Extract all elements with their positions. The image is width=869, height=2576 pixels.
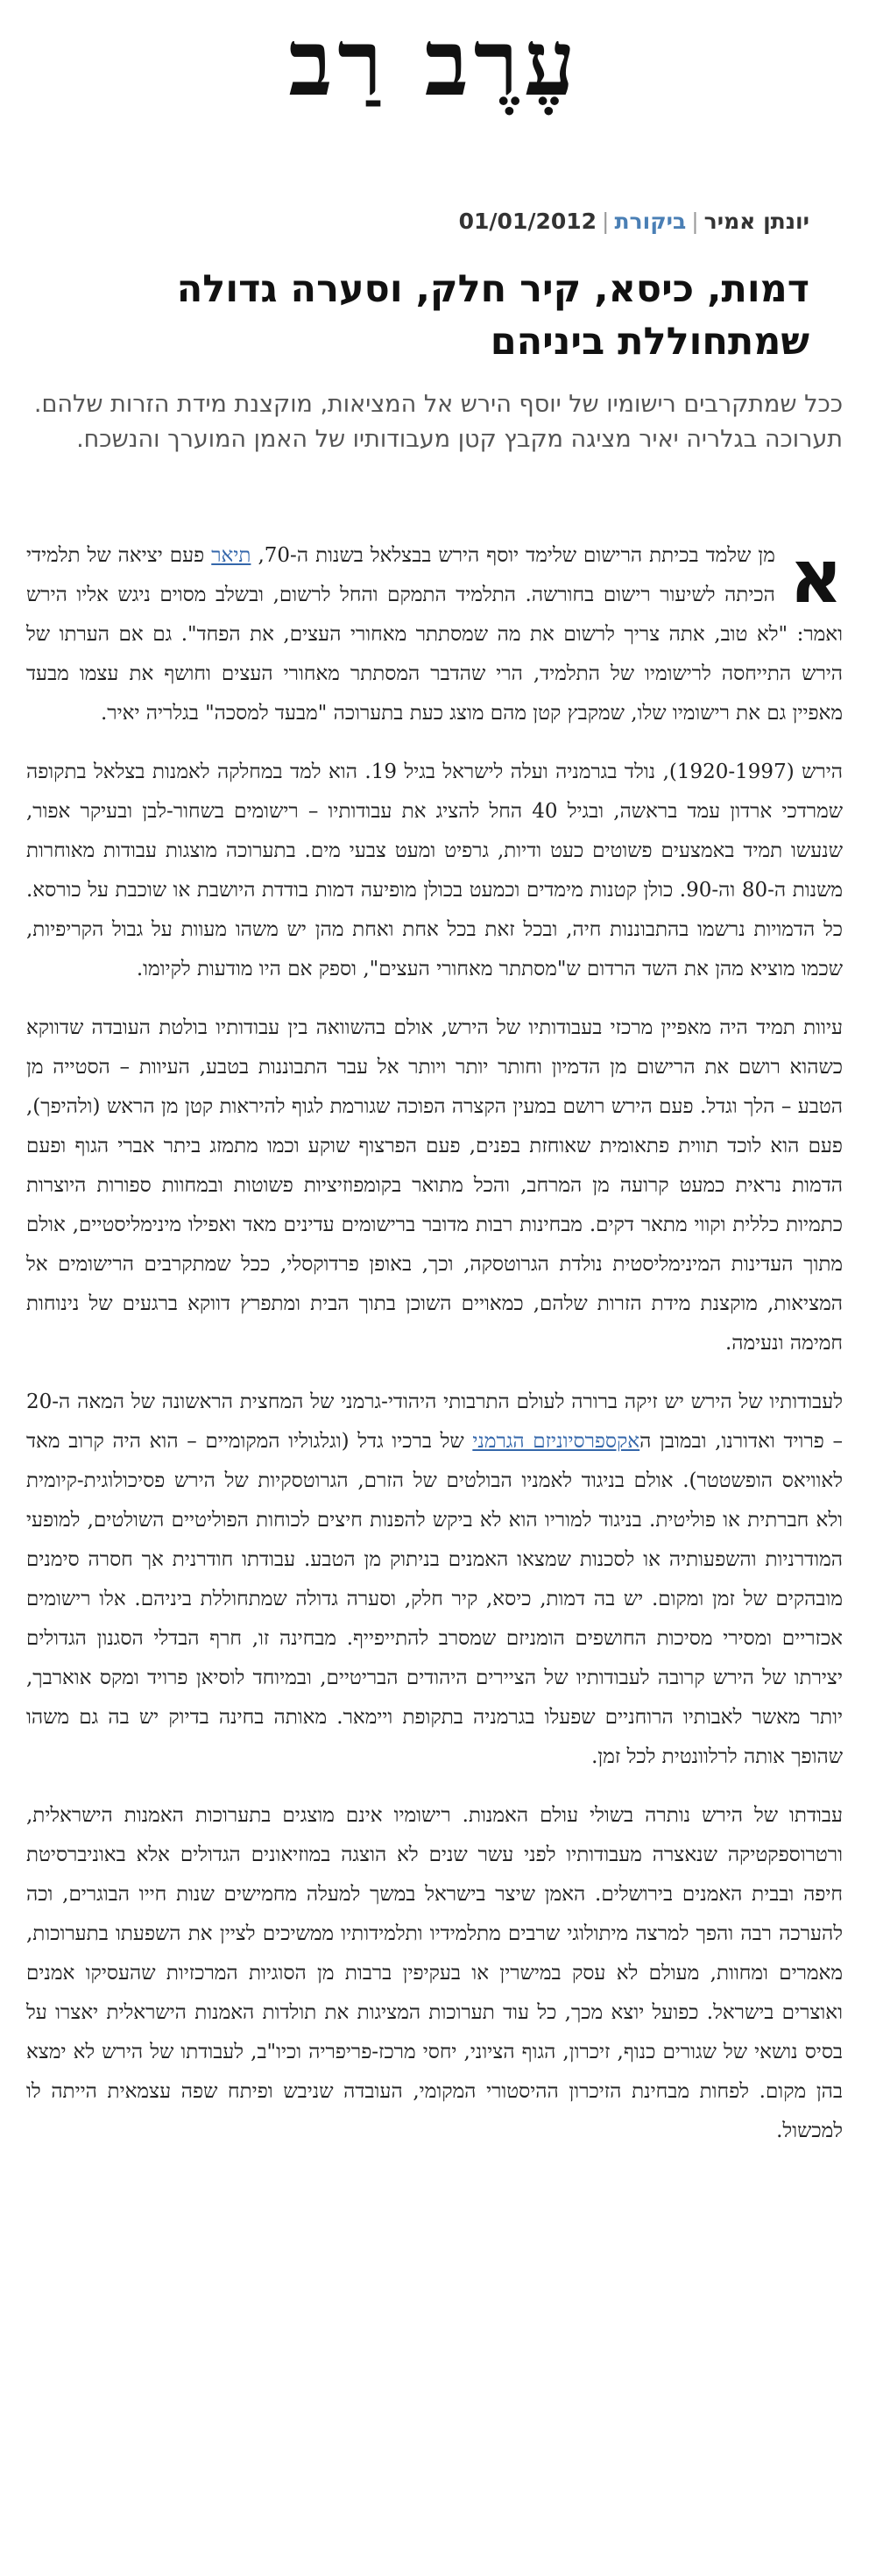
drop-cap: א: [788, 534, 843, 619]
article-paragraph: [26, 1383, 843, 1777]
site-logo[interactable]: עֶרֶב רַב: [288, 9, 581, 117]
meta-separator: |: [691, 209, 699, 234]
article-title: דמות, כיסא, קיר חלק, וסערה גדולה שמתחוללת ביניהם: [176, 267, 809, 364]
paragraph-text: פעם יציאה של תלמידי הכיתה לשיעור רישום בחורשה. התלמיד התמקם והחל לרשום, ובשלב מסוים ניגש אליו הירש ואמר: "לא טוב, אתה צריך לרשום את מה שמסתתר מאחורי העצים, את הפחד". גם אם הערתו של הירש התייחסה לרישומיו של התלמיד, הרי שהדבר המסתתר מאחורי העצים וחושף את עצמו מבעד מאפיין גם את רישומיו שלו, שמקבץ קטן מהם מוצג כעת בתערוכה "מבעד למסכה" בגלריה יאיר.: [26, 544, 843, 725]
author-name[interactable]: יונתן אמיר: [703, 209, 809, 234]
article-body: [26, 536, 843, 2170]
article-lead: ככל שמתקרבים רישומיו של יוסף הירש אל המציאות, מוקצנת מידת הזרות שלהם. תערוכה בגלריה יאיר מציגה מקבץ קטן מעבודותיו של האמן המוערך והנשכח.: [33, 391, 843, 453]
article-paragraph: [26, 753, 843, 989]
paragraph-text: לעבודותיו של הירש יש זיקה ברורה לעולם התרבותי היהודי-גרמני של המחצית הראשונה של המאה ה-20 – פרויד ואדורנו, ובמובן ה: [26, 1391, 843, 1453]
article-paragraph: [26, 536, 843, 733]
paragraph-text: של ברכיו גדל (וגלגוליו המקומיים – הוא היה קרוב מאד לאוויאס הופשטטר). אולם בניגוד לאמניו הבולטים של הזרם, הגרוטסקיות של הירש פסיכולוגית-קיומית ולא חברתית או פוליטית. בניגוד למוריו הוא לא ביקש להפנות חיצים לכוחות הפוליטיים השולטים, למופעי המודרניות והשפעותיה או לסכנות שמצאו האמנים בניתוק מן הטבע. עבודתו חודרנית אך חסרה סימנים מובהקים של זמן ומקום. יש בה דמות, כיסא, קיר חלק, וסערה גדולה שמתחוללת ביניהם. אלו רישומים אכזריים ומסירי מסיכות החושפים הומניזם שמסרב להתייפייף. מבחינה זו, חרף הבדלי הסגנון הגדולים יצירתו של הירש קרובה לעבודותיו של הציירים היהודים הבריטיים, ובמיוחד לוסיאן פרויד ומקס אוארבך, יותר מאשר לאבותיו הרוחניים שפעלו בגרמניה בתקופת ויימאר. מאותה בחינה בדיוק יש בה גם משהו שהופך אותה לרלוונטית לכל זמן.: [26, 1430, 843, 1768]
paragraph-text: עיוות תמיד היה מאפיין מרכזי בעבודותיו של הירש, אולם בהשוואה בין עבודותיו בולטת העובדה שדווקא כשהוא רושם את הרישום מן הדמיון וחותר יותר ויותר אל עבר התבוננות בטבע, העיוות – הסטייה מן הטבע – הלך וגדל. פעם הירש רושם במעין הקצרה הפוכה שגורמת לגוף להיראות קטן מן הראש (ולהיפך), פעם הוא לוכד תווית פתאומית שאוחזת בפנים, פעם הפרצוף שוקע וכמו מתמזג ביתר אברי הגוף ופעם הדמות נראית כמעט קרועה מן המרחב, והכל מתואר בקומפוזיציות פשוטות ובמחוות ספורות היוצרות כתמיות כללית וקווי מתאר דקים. מבחינות רבות מדובר ברישומים עדינים מאד ואפילו מינימליסטיים, אולם מתוך העדינות המינימליסטית נולדת הגרוטסקה, וכך, באופן פרדוקסלי, ככל שמתקרבים הרישומים אל המציאות, מוקצנת מידת הזרות שלהם, כמאויים השוכן בתוך הבית ומתפרץ דווקא ברגעים של נינוחות חמימה ונעימה.: [26, 1016, 843, 1355]
article-paragraph: [26, 1796, 843, 2151]
meta-separator: |: [602, 209, 610, 234]
category-link[interactable]: ביקורת: [614, 209, 687, 234]
article-paragraph: [26, 1008, 843, 1363]
paragraph-text: עבודתו של הירש נותרה בשולי עולם האמנות. רישומיו אינם מוצגים בתערוכות האמנות הישראלית, ורטרוספקטיקה שנאצרה מעבודותיו לפני עשר שנים לא הוצגה במוזיאונים הגדולים אלא באוניברסיטת חיפה ובבית האמנים בירושלים. האמן שיצר בישראל במשך למעלה מחמישים שנות חייו הבוגרים, וכה להערכה רבה והפך למרצה מיתולוגי שרבים מתלמידיו ותלמידותיו ממשיכים לציין את השפעתו בתערוכות, מאמרים ומחוות, מעולם לא עסק במישרין או בעקיפין ברבות מן הסוגיות המרכזיות שהעסיקו אמנים ואוצרים בישראל. כפועל יוצא מכך, כל עוד תערוכות המציגות את תולדות האמנות הישראלית יאצרו על בסיס נושאי של שגורים כנוף, זיכרון, הגוף הציוני, יחסי מרכז-פריפריה וכיו"ב, לעבודתו של הירש לא ימצא בהן מקום. לפחות מבחינת הזיכרון ההיסטורי המקומי, העובדה שניבש ופיתח שפה עצמאית הייתה לו למכשול.: [26, 1804, 843, 2142]
publish-date: 01/01/2012: [458, 209, 597, 234]
paragraph-text: מן שלמד בכיתת הרישום שלימד יוסף הירש בבצלאל בשנות ה-70,: [251, 544, 775, 567]
inline-link-german-expressionism[interactable]: אקספרסיוניזם הגרמני: [472, 1430, 640, 1453]
site-masthead: [0, 0, 869, 131]
paragraph-text: הירש (1920-1997), נולד בגרמניה ועלה לישראל בגיל 19. הוא למד במחלקה לאמנות בצלאל בתקופה שמרדכי ארדון עמד בראשה, ובגיל 40 החל להציג את עבודותיו – רישומים בשחור-לבן ובעיקר אפור, שנעשו תמיד באמצעים פשוטים כעט ודיות, גרפיט ומעט צבעי מים. בתערוכה מוצגות עבודות מאוחרות משנות ה-80 וה-90. כולן קטנות מימדים וכמעט בכולן מופיעה דמות בודדת היושבת או שוכבת על כורסא. כל הדמויות נרשמו בהתבוננות חיה, ובכל זאת בכל אחת ואחת מהן יש משהו מעוות על גבול הקריפיות, שכמו מוציא מהן את השד הרדום ש"מסתתר מאחורי העצים", וספק אם היו מודעות לקיומו.: [26, 761, 844, 980]
article-meta: [60, 209, 809, 234]
inline-link-described[interactable]: תיאר: [211, 544, 251, 567]
